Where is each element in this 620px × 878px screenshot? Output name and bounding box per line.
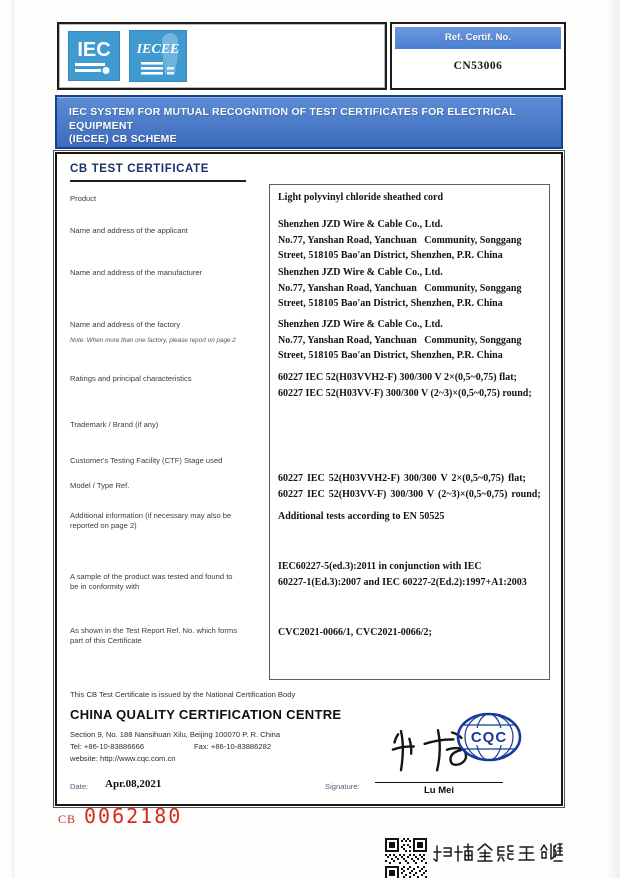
field-label-trademark: Trademark / Brand (if any) — [70, 420, 159, 429]
body-address: Section 9, No. 188 Nansihuan Xilu, Beijing 100070 P. R. China — [70, 730, 281, 739]
field-label-ratings: Ratings and principal characteristics — [70, 374, 192, 383]
body-website: website: http://www.cqc.com.cn — [70, 754, 176, 763]
signature-label: Signature: — [325, 782, 360, 791]
field-value-test-report: CVC2021-0066/1, CVC2021-0066/2; — [278, 627, 432, 638]
field-note-factory: Note: When more than one factory, please report on page 2 — [70, 337, 236, 344]
signature-line — [375, 782, 503, 783]
scheme-banner-line1: IEC SYSTEM FOR MUTUAL RECOGNITION OF TEST CERTIFICATES FOR ELECTRICAL EQUIPMENT — [69, 106, 516, 132]
field-value-model: 60227 IEC 52(H03VVH2-F) 300/300 V 2×(0,5~0,75) flat; 60227 IEC 52(H03VV-F) 300/300 V (2~3)×(0,5~0,75) round; — [278, 473, 541, 500]
body-tel: Tel: +86-10-83886666 — [70, 742, 145, 751]
field-value-manufacturer: Shenzhen JZD Wire & Cable Co., Ltd. No.77, Yanshan Road, Yanchuan Community, Songgang Street, 518105 Bao'an District, Shenzhen, P.R. China — [278, 267, 522, 309]
ref-certif-box — [390, 22, 566, 90]
date-label: Date: — [70, 782, 89, 791]
scheme-banner — [55, 95, 563, 149]
certificate-body — [55, 152, 563, 806]
svg-text:IEC: IEC — [77, 39, 111, 61]
field-value-product: Light polyvinyl chloride sheathed cord — [278, 192, 444, 203]
cb-stamp-prefix: CB — [58, 812, 77, 826]
svg-text:IECEE: IECEE — [136, 42, 180, 57]
field-value-factory: Shenzhen JZD Wire & Cable Co., Ltd. No.77, Yanshan Road, Yanchuan Community, Songgang Street, 518105 Bao'an District, Shenzhen, P.R. China — [278, 319, 522, 361]
certification-body-name: CHINA QUALITY CERTIFICATION CENTRE — [70, 707, 342, 722]
field-label-conformity: A sample of the product was tested and found to be in conformity with — [70, 572, 233, 591]
field-label-applicant: Name and address of the applicant — [70, 226, 188, 235]
scanner-watermark-text — [433, 842, 563, 864]
cb-stamp-number: 0062180 — [84, 804, 183, 828]
field-label-model: Model / Type Ref. — [70, 481, 130, 490]
logos-box — [57, 22, 387, 90]
field-value-additional-info: Additional tests according to EN 50525 — [278, 511, 445, 522]
field-label-additional-info: Additional information (if necessary may also be reported on page 2) — [70, 511, 232, 530]
iecee-logo-icon — [129, 30, 187, 82]
date-value: Apr.08,2021 — [105, 778, 162, 790]
field-value-conformity: IEC60227-5(ed.3):2011 in conjunction with IEC 60227-1(Ed.3):2007 and IEC 60227-2(Ed.2):1997+A1:2003 — [278, 561, 527, 588]
issued-by-statement: This CB Test Certificate is issued by the National Certification Body — [70, 690, 296, 699]
field-label-manufacturer: Name and address of the manufacturer — [70, 268, 203, 277]
field-label-ctf: Customer's Testing Facility (CTF) Stage used — [70, 456, 223, 465]
field-value-applicant: Shenzhen JZD Wire & Cable Co., Ltd. No.77, Yanshan Road, Yanchuan Community, Songgang Street, 518105 Bao'an District, Shenzhen, P.R. China — [278, 219, 522, 261]
ref-certif-label: Ref. Certif. No. — [395, 27, 561, 49]
values-box — [269, 184, 550, 680]
field-label-product: Product — [70, 194, 97, 203]
scan-edge-shadow-right — [606, 0, 620, 878]
iec-logo-icon — [68, 31, 120, 81]
scan-edge-shadow-left — [12, 0, 15, 878]
signatory-name: Lu Mei — [423, 785, 455, 796]
ref-certif-number: CN53006 — [453, 60, 503, 72]
cb-number-stamp — [58, 804, 182, 828]
certificate-title: CB TEST CERTIFICATE — [70, 163, 246, 182]
field-label-test-report: As shown in the Test Report Ref. No. which forms part of this Certificate — [70, 626, 237, 645]
body-fax: Fax: +86-10-83886282 — [194, 742, 272, 751]
field-label-factory: Name and address of the factory — [70, 320, 181, 329]
svg-text:CQC: CQC — [470, 729, 508, 746]
scheme-banner-line2: (IECEE) CB SCHEME — [69, 133, 177, 145]
cqc-logo-icon — [455, 710, 523, 764]
field-value-ratings: 60227 IEC 52(H03VVH2-F) 300/300 V 2×(0,5~0,75) flat; 60227 IEC 52(H03VV-F) 300/300 V (2~3)×(0,5~0,75) round; — [278, 372, 532, 399]
qr-code — [385, 838, 427, 878]
